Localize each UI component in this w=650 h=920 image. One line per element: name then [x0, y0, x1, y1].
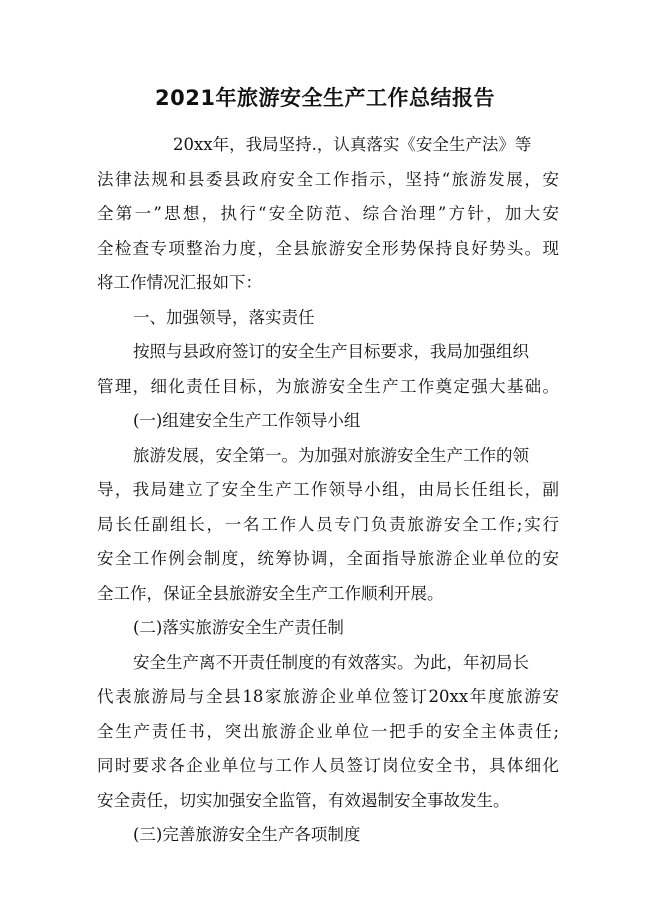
paragraph-line: 全工作，保证全县旅游安全生产工作顺利开展。: [97, 583, 444, 603]
paragraph-line: 代表旅游局与全县18家旅游企业单位签订20xx年度旅游安: [97, 687, 559, 706]
paragraph-line: 安全工作例会制度，统筹协调，全面指导旅游企业单位的安: [97, 549, 559, 568]
subsection-heading: (一)组建安全生产工作领导小组: [133, 411, 361, 430]
paragraph-line: 同时要求各企业单位与工作人员签订岗位安全书，具体细化: [97, 756, 559, 775]
document-body: [97, 128, 559, 853]
paragraph-line: 20xx年，我局坚持.，认真落实《安全生产法》等: [173, 135, 532, 154]
paragraph-line: 导，我局建立了安全生产工作领导小组，由局长任组长，副: [97, 480, 559, 499]
subsection-heading: (二)落实旅游安全生产责任制: [133, 618, 344, 637]
paragraph-line: 全第一”思想，执行“安全防范、综合治理”方针，加大安: [97, 204, 559, 223]
document-title: 2021年旅游安全生产工作总结报告: [155, 86, 495, 110]
paragraph-line: 安全生产离不开责任制度的有效落实。为此，年初局长: [133, 652, 529, 672]
paragraph-line: 按照与县政府签订的安全生产目标要求，我局加强组织: [133, 342, 529, 361]
paragraph-line: 全生产责任书，突出旅游企业单位一把手的安全主体责任;: [97, 721, 559, 741]
paragraph-line: 局长任副组长，一名工作人员专门负责旅游安全工作;实行: [97, 514, 559, 534]
paragraph-line: 法律法规和县委县政府安全工作指示，坚持“旅游发展，安: [97, 169, 559, 189]
paragraph-line: 将工作情况汇报如下：: [97, 273, 262, 292]
paragraph-line: 安全责任，切实加强安全监管，有效遏制安全事故发生。: [97, 790, 510, 810]
paragraph-line: 全检查专项整治力度，全县旅游安全形势保持良好势头。现: [97, 238, 559, 258]
section-heading: 一、加强领导，落实责任: [133, 307, 315, 327]
subsection-heading: (三)完善旅游安全生产各项制度: [133, 825, 361, 844]
paragraph-line: 旅游发展，安全第一。为加强对旅游安全生产工作的领: [133, 445, 529, 465]
paragraph-line: 管理，细化责任目标，为旅游安全生产工作奠定强大基础。: [97, 376, 559, 396]
